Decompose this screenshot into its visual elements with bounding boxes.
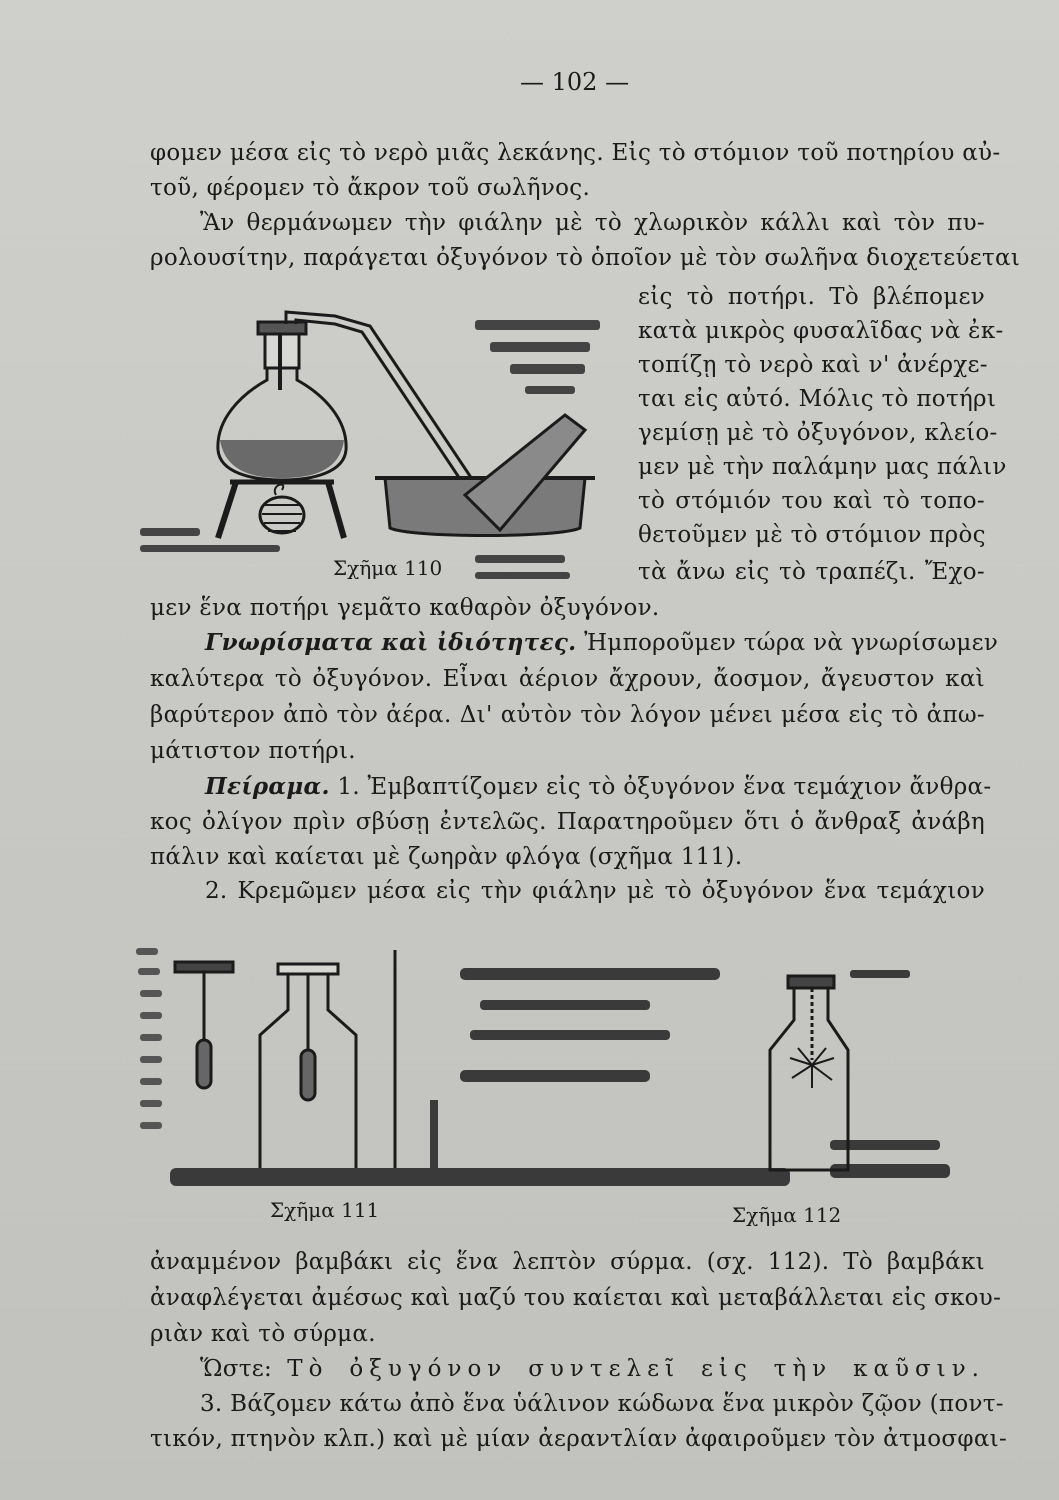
side-line-9: τὰ ἄνω εἰς τὸ τραπέζι. Ἔχο-	[638, 559, 985, 585]
section2-line-4: 2. Κρεμῶμεν μέσα εἰς τὴν φιάλην μὲ τὸ ὀξυγόνον ἕνα τεμάχιον	[205, 878, 985, 904]
flask	[218, 322, 346, 480]
section2-first-rest: 1. Ἐμβαπτίζομεν εἰς τὸ ὀξυγόνον ἕνα τεμάχιον ἄνθρα-	[329, 774, 992, 800]
text-line-3: Ἂν θερμάνωμεν τὴν φιάλην μὲ τὸ χλωρικὸν κάλλι καὶ τὸν πυ-	[200, 210, 985, 236]
section1-line-4: μάτιστον ποτήρι.	[150, 738, 356, 764]
final-line-2: τικόν, πτηνὸν κλπ.) καὶ μὲ μίαν ἀεραντλίαν ἀφαιροῦμεν τὸν ἀτμοσφαι-	[150, 1426, 1008, 1452]
side-line-2: κατὰ μικρὸς φυσαλῖδας νὰ ἐκ-	[638, 318, 1004, 344]
conclusion-prefix: Ὥστε:	[200, 1356, 273, 1382]
hanging-charcoal	[175, 962, 233, 1088]
side-line-5: γεμίσῃ μὲ τὸ ὀξυγόνον, κλείο-	[638, 420, 998, 446]
bottle-111	[260, 950, 395, 1170]
fig110-caption: Σχῆμα 110	[333, 556, 443, 580]
bottom-line-2: ἀναφλέγεται ἀμέσως καὶ μαζύ του καίεται καὶ μεταβάλλεται εἰς σκου-	[150, 1285, 1002, 1311]
figures-111-112	[130, 940, 975, 1215]
text-line-4: ρολουσίτην, παράγεται ὀξυγόνον τὸ ὁποῖον μὲ τὸν σωλῆνα διοχετεύεται	[150, 245, 1021, 271]
burner	[218, 482, 344, 538]
section1-line-2: καλύτερα τὸ ὀξυγόνον. Εἶναι ἀέριον ἄχρουν, ἄοσμον, ἄγευστον καὶ	[150, 666, 985, 692]
section1-first-line	[205, 628, 999, 658]
side-line-7: τὸ στόμιόν του καὶ τὸ τοπο-	[638, 488, 985, 514]
side-line-8: θετοῦμεν μὲ τὸ στόμιον πρὸς	[638, 522, 986, 548]
side-line-3: τοπίζῃ τὸ νερὸ καὶ ν' ἀνέρχε-	[638, 352, 988, 378]
fig111-shade-marks	[136, 948, 162, 1129]
side-line-4: ται εἰς αὐτό. Μόλις τὸ ποτήρι	[638, 386, 997, 412]
bottom-line-1: ἀναμμένον βαμβάκι εἰς ἕνα λεπτὸν σύρμα. (σχ. 112). Τὸ βαμβάκι	[150, 1249, 985, 1275]
section1-first-rest: Ἠμποροῦμεν τώρα νὰ γνωρίσωμεν	[576, 630, 999, 656]
side-line-6: μεν μὲ τὴν παλάμην μας πάλιν	[638, 454, 1007, 480]
fig112-caption: Σχῆμα 112	[732, 1203, 842, 1227]
bottom-line-3: ριὰν καὶ τὸ σύρμα.	[150, 1321, 376, 1347]
text-line-2: τοῦ, φέρομεν τὸ ἄκρον τοῦ σωλῆνος.	[150, 175, 591, 201]
conclusion-line	[200, 1354, 985, 1384]
section2-first-line	[205, 772, 992, 802]
section2-heading: Πείραμα.	[205, 773, 330, 800]
text-line-1: φομεν μέσα εἰς τὸ νερὸ μιᾶς λεκάνης. Εἰς τὸ στόμιον τοῦ ποτηρίου αὐ-	[150, 140, 1001, 166]
conclusion-statement: Τὸ ὀξυγόνον συντελεῖ εἰς τὴν καῦσιν.	[287, 1356, 985, 1382]
page-number: — 102 —	[520, 68, 630, 96]
section2-line-3: πάλιν καὶ καίεται μὲ ζωηρὰν φλόγα (σχῆμα 111).	[150, 844, 743, 870]
figure-110	[140, 300, 620, 590]
text-line-after-fig110: μεν ἕνα ποτήρι γεμᾶτο καθαρὸν ὀξυγόνον.	[150, 595, 660, 621]
section2-line-2: κος ὀλίγον πρὶν σβύσῃ ἐντελῶς. Παρατηροῦμεν ὅτι ὁ ἄνθραξ ἀνάβη	[150, 809, 985, 835]
section1-line-3: βαρύτερον ἀπὸ τὸν ἀέρα. Δι' αὐτὸν τὸν λόγον μένει μέσα εἰς τὸ ἀπω-	[150, 702, 985, 728]
side-line-1: εἰς τὸ ποτήρι. Τὸ βλέπομεν	[638, 284, 985, 310]
fig111-caption: Σχῆμα 111	[270, 1198, 380, 1222]
section1-heading: Γνωρίσματα καὶ ἰδιότητες.	[205, 629, 577, 656]
final-line-1: 3. Βάζομεν κάτω ἀπὸ ἕνα ὑάλινον κώδωνα ἕνα μικρὸν ζῷον (ποντ-	[200, 1391, 1004, 1417]
